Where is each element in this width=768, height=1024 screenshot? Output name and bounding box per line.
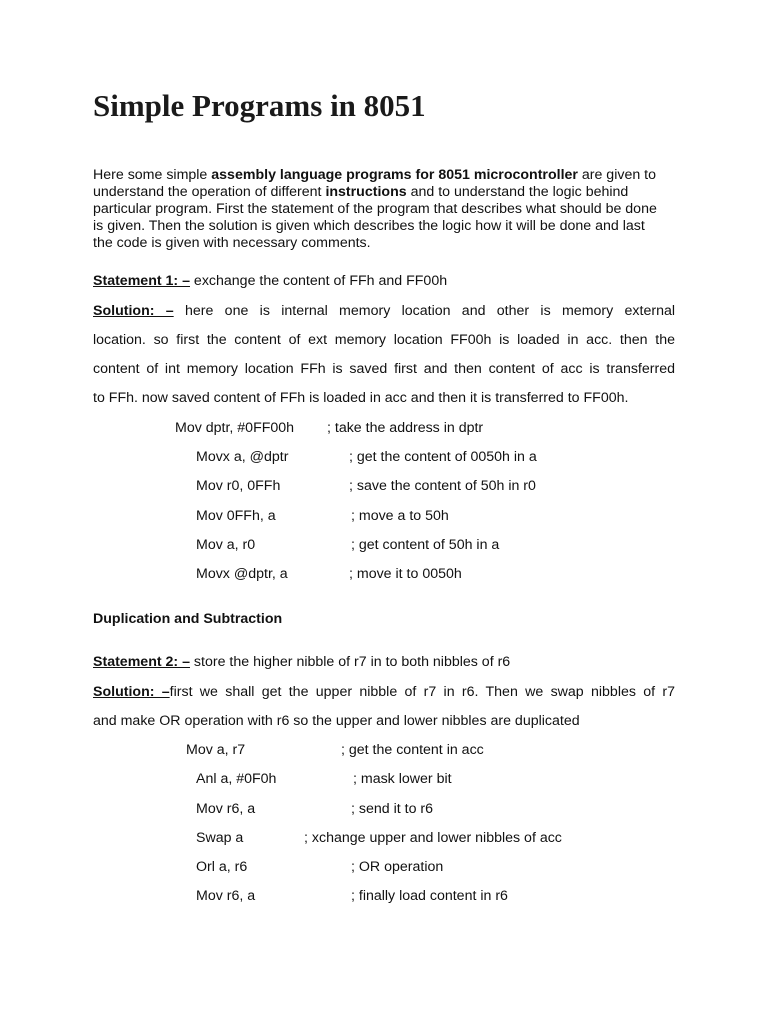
statement-1-label: Statement 1: – <box>93 273 190 289</box>
intro-text-3: and to understand the logic behind particular program. First the statement of the program that describes what should be done is given. Then the solution is given which describes the logic how it will be done and last the code is given with necessary comments. <box>93 184 657 251</box>
code-2-comment-2: ; mask lower bit <box>353 771 452 787</box>
code-1-comment-3: ; save the content of 50h in r0 <box>349 478 536 494</box>
code-2-comment-6: ; finally load content in r6 <box>351 888 508 904</box>
solution-1-line-2: location. so first the content of ext memory location FF00h is loaded in acc. then the <box>93 332 675 348</box>
code-2-instr-6: Mov r6, a <box>196 888 256 904</box>
statement-2 <box>93 653 510 671</box>
code-2-instr-4: Swap a <box>196 830 244 846</box>
solution-2-label: Solution: – <box>93 684 170 700</box>
code-1-comment-2: ; get the content of 0050h in a <box>349 449 537 465</box>
code-2-comment-5: ; OR operation <box>351 859 444 875</box>
code-1-comment-4: ; move a to 50h <box>351 508 449 524</box>
code-1-instr-2: Movx a, @dptr <box>196 449 289 465</box>
solution-2-text-1: first we shall get the upper nibble of r7 in r6. Then we swap nibbles of r7 <box>169 684 676 700</box>
code-2-comment-1: ; get the content in acc <box>341 742 484 758</box>
intro-bold-2: instructions <box>325 184 407 200</box>
statement-1-text: exchange the content of FFh and FF00h <box>189 273 448 289</box>
code-2-comment-4: ; xchange upper and lower nibbles of acc <box>304 830 562 846</box>
code-2-comment-3: ; send it to r6 <box>351 801 434 817</box>
code-1-instr-1: Mov dptr, #0FF00h <box>175 420 295 436</box>
code-1-comment-5: ; get content of 50h in a <box>351 537 500 553</box>
solution-1-line-3: content of int memory location FFh is saved first and then content of acc is transferred <box>93 361 675 377</box>
statement-2-label: Statement 2: – <box>93 654 190 670</box>
solution-2-line-1 <box>93 683 675 701</box>
code-1-instr-5: Mov a, r0 <box>196 537 256 553</box>
code-2-instr-1: Mov a, r7 <box>186 742 246 758</box>
intro-bold-1: assembly language programs for 8051 microcontroller <box>211 167 578 183</box>
intro-text-1: Here some simple <box>93 167 212 183</box>
code-2-instr-2: Anl a, #0F0h <box>196 771 277 787</box>
code-1-instr-3: Mov r0, 0FFh <box>196 478 281 494</box>
solution-1-label: Solution: – <box>93 303 174 319</box>
solution-2-line-2: and make OR operation with r6 so the upper and lower nibbles are duplicated <box>93 713 580 729</box>
page-title: Simple Programs in 8051 <box>93 88 426 123</box>
solution-1-line-1 <box>93 302 675 320</box>
code-1-comment-6: ; move it to 0050h <box>349 566 462 582</box>
intro-text-2: are given to understand the operation of different <box>93 167 657 200</box>
code-1-comment-1: ; take the address in dptr <box>327 420 484 436</box>
code-2-instr-3: Mov r6, a <box>196 801 256 817</box>
code-1-instr-4: Mov 0FFh, a <box>196 508 276 524</box>
section-heading: Duplication and Subtraction <box>93 611 283 627</box>
intro-paragraph <box>93 167 665 252</box>
code-2-instr-5: Orl a, r6 <box>196 859 248 875</box>
statement-2-text: store the higher nibble of r7 in to both nibbles of r6 <box>189 654 511 670</box>
solution-1-line-4: to FFh. now saved content of FFh is loaded in acc and then it is transferred to FF00h. <box>93 390 629 406</box>
solution-1-text-1: here one is internal memory location and other is memory external <box>173 303 676 319</box>
code-1-instr-6: Movx @dptr, a <box>196 566 288 582</box>
statement-1 <box>93 272 447 290</box>
